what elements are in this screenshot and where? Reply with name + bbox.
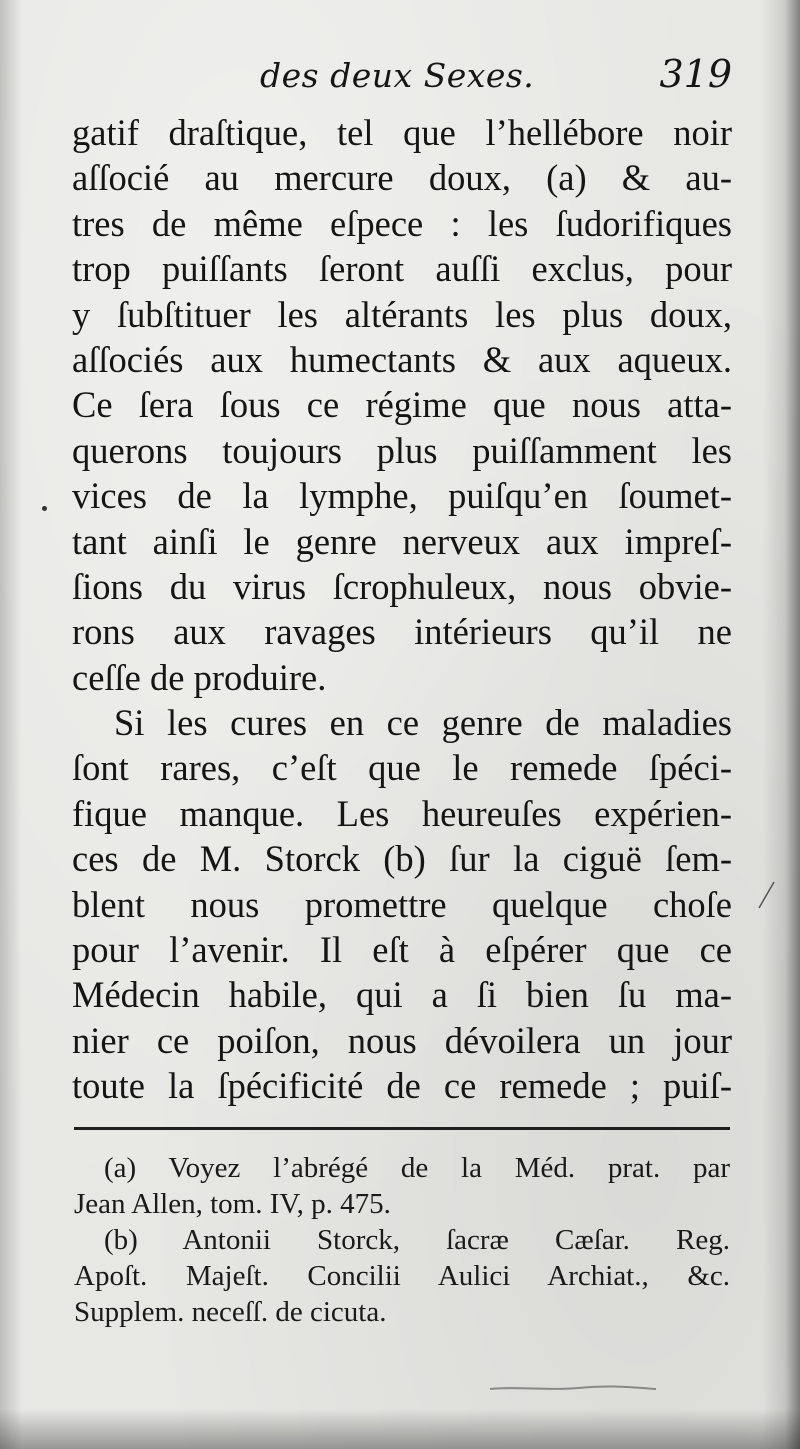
text-line: tres de même eſpece : les ſudorifiques	[72, 202, 732, 244]
text-line: ceſſe de produire.	[72, 656, 327, 698]
text-line: fique manque. Les heureuſes expérien-	[72, 792, 732, 834]
text-line: blent nous promettre quelque choſe	[72, 883, 732, 925]
text-line: Ce ſera ſous ce régime que nous atta-	[72, 384, 732, 426]
footnote-line: Jean Allen, tom. IV, p. 475.	[74, 1188, 391, 1220]
text-line: aſſocié au mercure doux, (a) & au-	[72, 157, 732, 199]
text-line: querons toujours plus puiſſamment les	[72, 429, 732, 471]
text-line: vices de la lymphe, puiſqu’en ſoumet-	[72, 475, 732, 517]
text-line: pour l’avenir. Il eſt à eſpérer que ce	[72, 929, 732, 971]
footnote-line: (a) Voyez l’abrégé de la Méd. prat. par	[104, 1152, 730, 1184]
page-header	[72, 50, 732, 110]
text-line: toute la ſpécificité de ce remede ; puiſ-	[72, 1065, 732, 1107]
body-text	[72, 110, 732, 1109]
footnote-line: (b) Antonii Storck, ſacræ Cæſar. Reg.	[104, 1224, 730, 1256]
text-line: nier ce poiſon, nous dévoilera un jour	[72, 1019, 732, 1061]
text-line: Si les cures en ce genre de maladies	[114, 702, 732, 744]
text-line: tant ainſi le genre nerveux aux impreſ-	[72, 520, 732, 562]
ink-smudge	[488, 1384, 658, 1392]
text-line: trop puiſſants ſeront auſſi exclus, pour	[72, 248, 732, 290]
text-line: ſions du virus ſcrophuleux, nous obvie-	[72, 565, 732, 607]
footnote-line: Supplem. neceſſ. de cicuta.	[74, 1296, 387, 1328]
footnotes	[74, 1150, 730, 1330]
text-line: ſont rares, c’eſt que le remede ſpéci-	[72, 747, 732, 789]
footnote-rule	[74, 1127, 730, 1130]
text-line: y ſubſtituer les altérants les plus doux,	[72, 293, 732, 335]
page-number: 319	[659, 52, 732, 96]
text-line: ces de M. Storck (b) ſur la ciguë ſem-	[72, 838, 732, 880]
running-title: des deux Sexes.	[260, 56, 535, 95]
bottom-edge-shadow	[0, 1409, 800, 1449]
gutter-shadow	[0, 0, 22, 1449]
page-edge-shadow	[762, 0, 800, 1449]
margin-speck	[42, 506, 47, 511]
footnote-line: Apoſt. Majeſt. Concilii Aulici Archiat., &c.	[74, 1260, 730, 1292]
text-line: Médecin habile, qui a ſi bien ſu ma-	[72, 974, 732, 1016]
text-line: rons aux ravages intérieurs qu’il ne	[72, 611, 732, 653]
text-line: aſſociés aux humectants & aux aqueux.	[72, 338, 732, 380]
margin-mark	[756, 880, 776, 910]
text-line: gatif draſtique, tel que l’hellébore noir	[72, 112, 732, 153]
